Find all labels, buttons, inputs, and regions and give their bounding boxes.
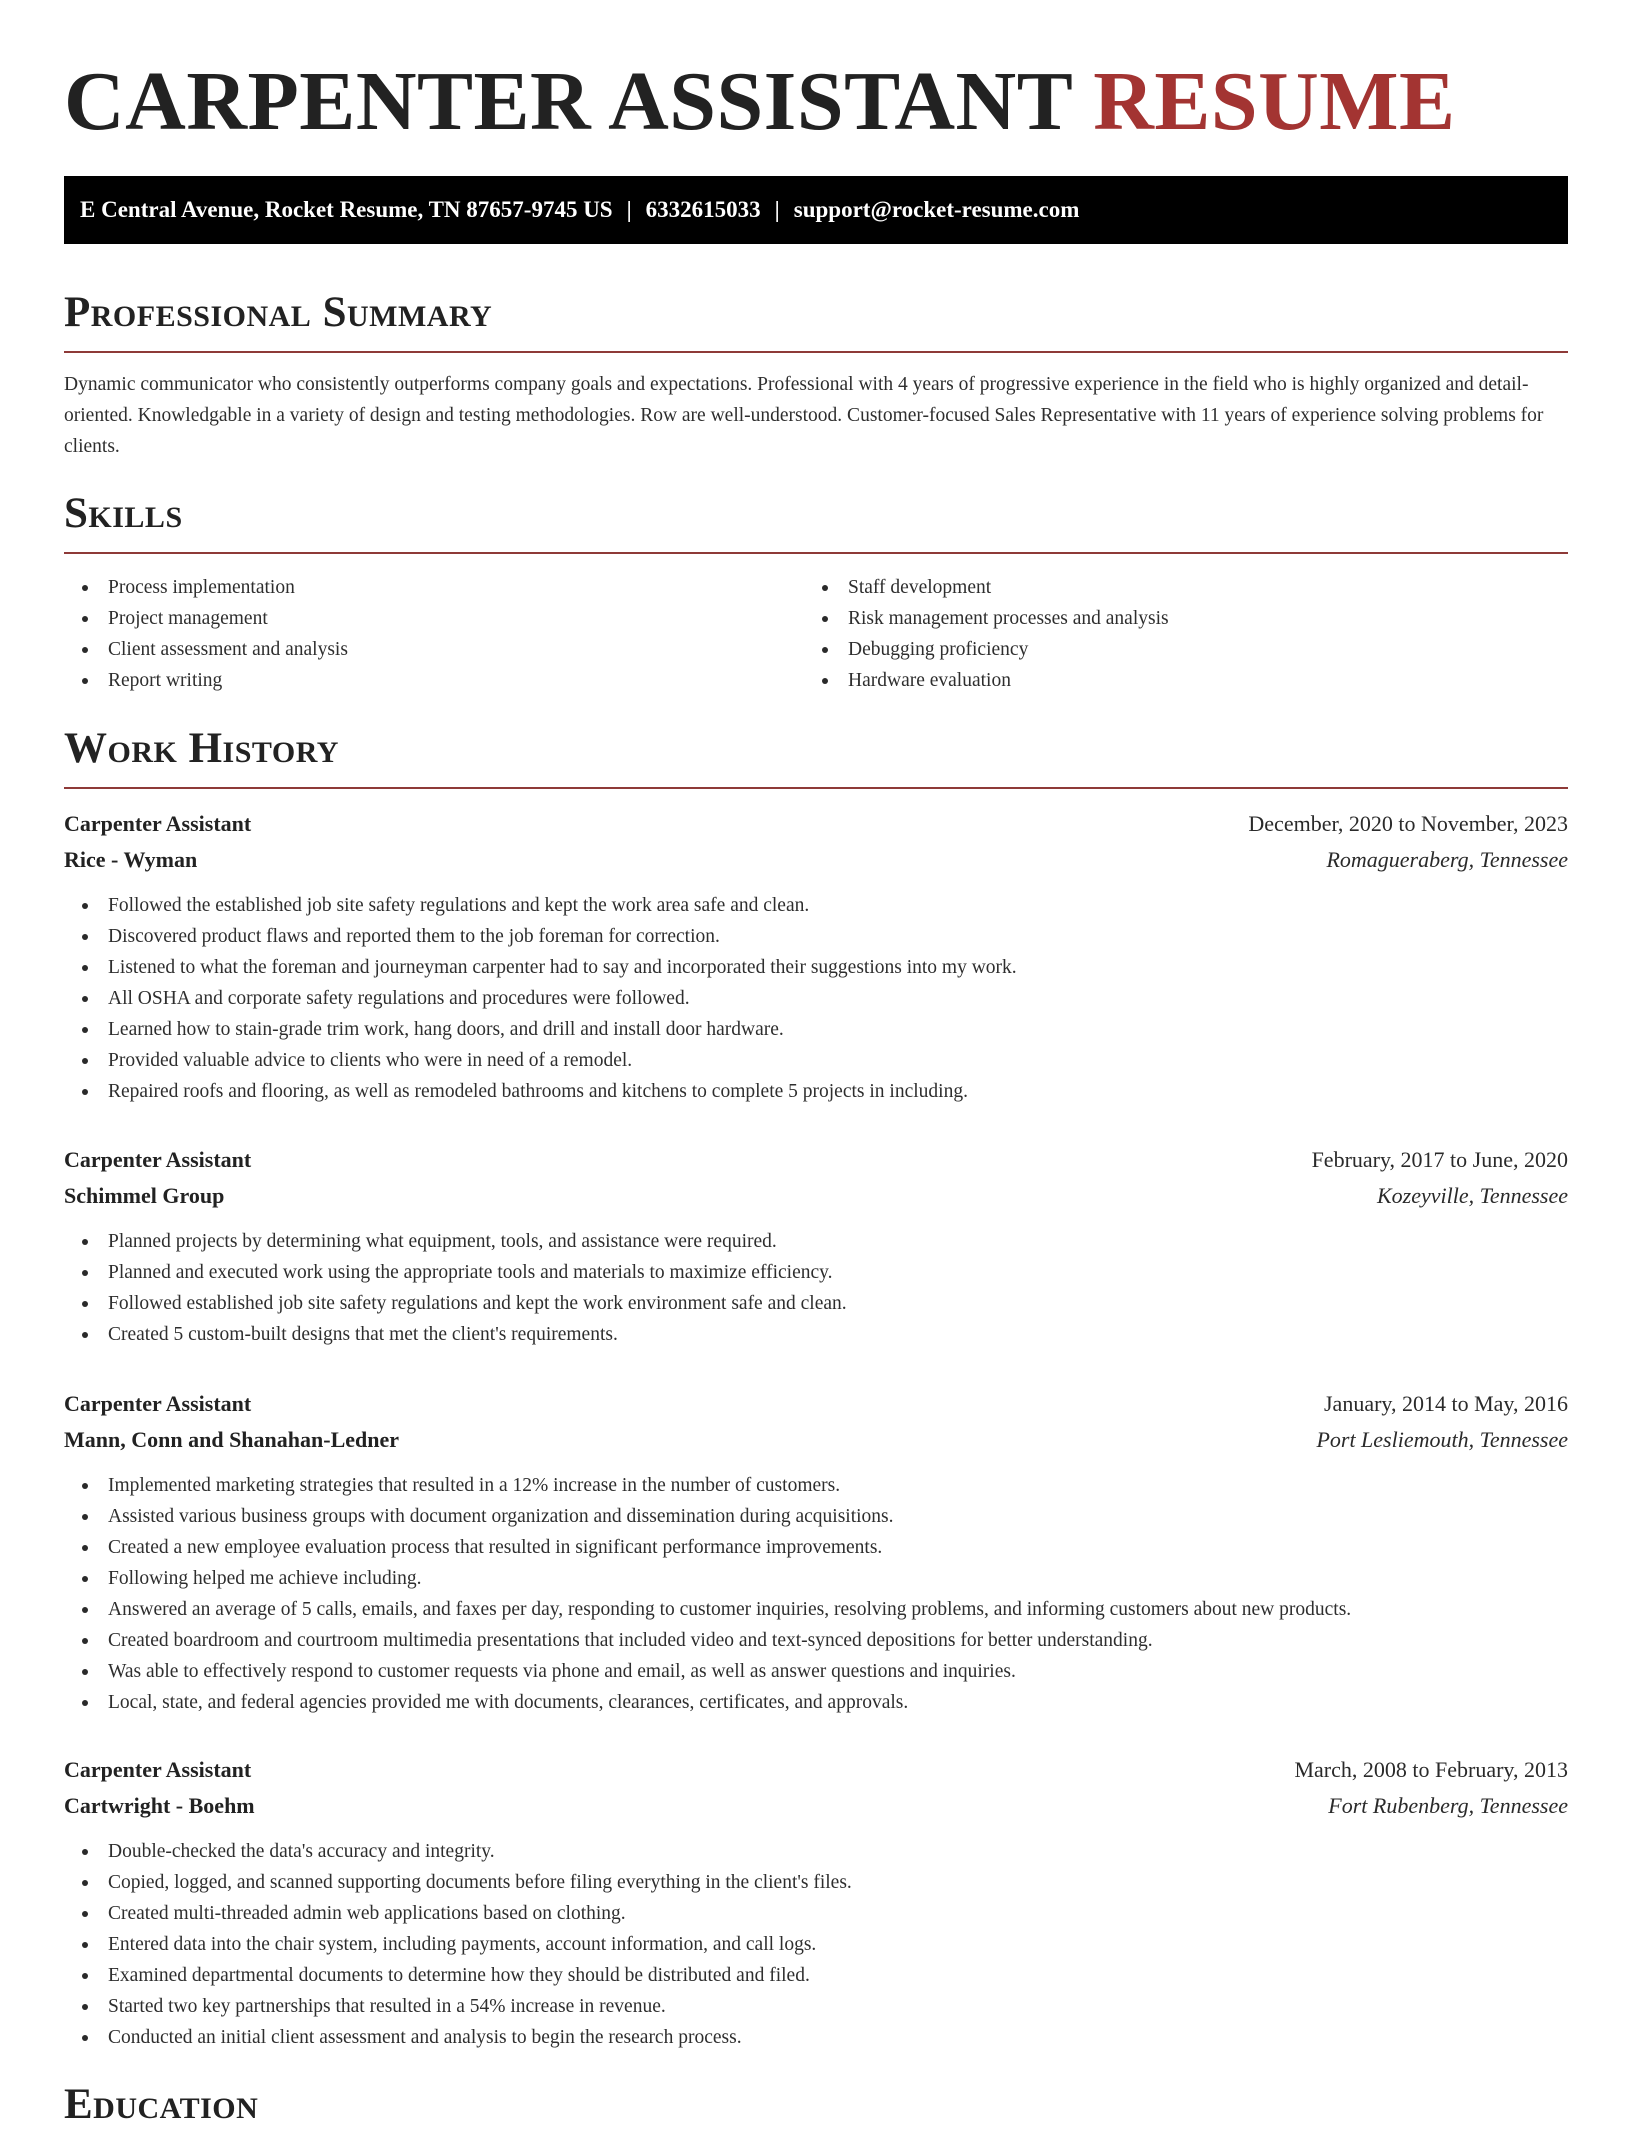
skill-item: Risk management processes and analysis xyxy=(804,603,1169,634)
job-title: Carpenter Assistant xyxy=(64,1147,252,1172)
skills-list-right xyxy=(804,572,1169,696)
job-bullet: All OSHA and corporate safety regulations and procedures were followed. xyxy=(64,983,1568,1014)
job-header-row xyxy=(64,1142,1568,1178)
title-main: CARPENTER ASSISTANT xyxy=(64,55,1072,148)
skills-heading: Skills xyxy=(64,490,183,537)
job-bullet: Learned how to stain-grade trim work, hang doors, and drill and install door hardware. xyxy=(64,1014,1568,1045)
job-title: Carpenter Assistant xyxy=(64,1391,252,1416)
job-entry xyxy=(64,806,1568,1107)
job-bullet: Repaired roofs and flooring, as well as remodeled bathrooms and kitchens to complete 5 projects in including. xyxy=(64,1076,1568,1107)
job-entry xyxy=(64,1142,1568,1350)
skill-item: Process implementation xyxy=(64,572,348,603)
skills-column-left xyxy=(64,572,348,696)
skills-list-left xyxy=(64,572,348,696)
job-bullet: Following helped me achieve including. xyxy=(64,1563,1568,1594)
job-bullet: Implemented marketing strategies that resulted in a 12% increase in the number of customers. xyxy=(64,1470,1568,1501)
job-dates: January, 2014 to May, 2016 xyxy=(1324,1391,1568,1416)
job-bullets xyxy=(64,1470,1568,1718)
job-bullet: Was able to effectively respond to customer requests via phone and email, as well as answer questions and inquiries. xyxy=(64,1656,1568,1687)
job-bullet: Discovered product flaws and reported them to the job foreman for correction. xyxy=(64,921,1568,952)
job-header-row xyxy=(64,1752,1568,1788)
job-bullet: Created 5 custom-built designs that met the client's requirements. xyxy=(64,1319,1568,1350)
job-entry xyxy=(64,1752,1568,2053)
skills-column-right xyxy=(804,572,1169,696)
job-bullet: Assisted various business groups with document organization and dissemination during acquisitions. xyxy=(64,1501,1568,1532)
job-bullet: Created boardroom and courtroom multimedia presentations that included video and text-synced depositions for better understanding. xyxy=(64,1625,1568,1656)
contact-separator: | xyxy=(626,197,632,222)
contact-email: support@rocket-resume.com xyxy=(793,197,1080,222)
job-bullet: Examined departmental documents to determine how they should be distributed and filed. xyxy=(64,1960,1568,1991)
job-location: Port Lesliemouth, Tennessee xyxy=(1316,1427,1568,1452)
job-location: Fort Rubenberg, Tennessee xyxy=(1328,1793,1568,1818)
job-dates: February, 2017 to June, 2020 xyxy=(1311,1147,1568,1172)
title-accent: RESUME xyxy=(1093,55,1456,148)
skill-item: Report writing xyxy=(64,665,348,696)
contact-bar xyxy=(64,176,1568,244)
skill-item: Staff development xyxy=(804,572,1169,603)
job-header-row xyxy=(64,806,1568,842)
job-company: Cartwright - Boehm xyxy=(64,1793,255,1818)
job-bullet: Local, state, and federal agencies provided me with documents, clearances, certificates, and approvals. xyxy=(64,1687,1568,1718)
job-company-row xyxy=(64,1422,1568,1458)
job-bullet: Planned projects by determining what equipment, tools, and assistance were required. xyxy=(64,1226,1568,1257)
skill-item: Debugging proficiency xyxy=(804,634,1169,665)
job-location: Romagueraberg, Tennessee xyxy=(1326,847,1568,872)
job-bullet: Created a new employee evaluation process that resulted in significant performance improvements. xyxy=(64,1532,1568,1563)
job-company: Rice - Wyman xyxy=(64,847,198,872)
job-location: Kozeyville, Tennessee xyxy=(1376,1183,1568,1208)
skill-item: Project management xyxy=(64,603,348,634)
job-bullet: Provided valuable advice to clients who were in need of a remodel. xyxy=(64,1045,1568,1076)
job-company-row xyxy=(64,842,1568,878)
job-bullet: Listened to what the foreman and journeyman carpenter had to say and incorporated their suggestions into my work. xyxy=(64,952,1568,983)
job-entry xyxy=(64,1386,1568,1718)
skill-item: Hardware evaluation xyxy=(804,665,1169,696)
resume-title xyxy=(64,52,1456,152)
skill-item: Client assessment and analysis xyxy=(64,634,348,665)
job-company-row xyxy=(64,1178,1568,1214)
summary-heading: Professional Summary xyxy=(64,289,493,336)
job-bullet: Copied, logged, and scanned supporting documents before filing everything in the client's files. xyxy=(64,1867,1568,1898)
job-bullet: Conducted an initial client assessment and analysis to begin the research process. xyxy=(64,2022,1568,2053)
skills-divider xyxy=(64,552,1568,554)
job-bullets xyxy=(64,1226,1568,1350)
job-company-row xyxy=(64,1788,1568,1824)
job-bullet: Answered an average of 5 calls, emails, and faxes per day, responding to customer inquiries, resolving problems, and informing customers about new products. xyxy=(64,1594,1568,1625)
job-company: Mann, Conn and Shanahan-Ledner xyxy=(64,1427,400,1452)
education-heading: Education xyxy=(64,2081,259,2128)
work-history-heading: Work History xyxy=(64,725,339,772)
job-bullet: Followed established job site safety regulations and kept the work environment safe and clean. xyxy=(64,1288,1568,1319)
job-bullet: Created multi-threaded admin web applications based on clothing. xyxy=(64,1898,1568,1929)
summary-text: Dynamic communicator who consistently outperforms company goals and expectations. Professional with 4 years of progressive experience in the field who is highly organized and detail-oriented. Knowledgable in a variety of design and testing methodologies. Row are well-understood. Customer-focused Sales Representative with 11 years of experience solving problems for clients. xyxy=(64,374,1544,457)
job-bullet: Entered data into the chair system, including payments, account information, and call logs. xyxy=(64,1929,1568,1960)
job-title: Carpenter Assistant xyxy=(64,1757,252,1782)
job-bullet: Started two key partnerships that resulted in a 54% increase in revenue. xyxy=(64,1991,1568,2022)
job-dates: December, 2020 to November, 2023 xyxy=(1248,811,1568,836)
contact-address: E Central Avenue, Rocket Resume, TN 87657-9745 US xyxy=(80,197,613,222)
job-bullets xyxy=(64,890,1568,1107)
job-bullet: Followed the established job site safety regulations and kept the work area safe and clean. xyxy=(64,890,1568,921)
contact-phone: 6332615033 xyxy=(645,197,761,222)
job-dates: March, 2008 to February, 2013 xyxy=(1294,1757,1568,1782)
job-header-row xyxy=(64,1386,1568,1422)
job-title: Carpenter Assistant xyxy=(64,811,252,836)
job-company: Schimmel Group xyxy=(64,1183,225,1208)
job-bullet: Double-checked the data's accuracy and integrity. xyxy=(64,1836,1568,1867)
job-bullets xyxy=(64,1836,1568,2053)
job-bullet: Planned and executed work using the appropriate tools and materials to maximize efficiency. xyxy=(64,1257,1568,1288)
summary-divider xyxy=(64,351,1568,353)
contact-separator: | xyxy=(774,197,780,222)
work-history-divider xyxy=(64,787,1568,789)
